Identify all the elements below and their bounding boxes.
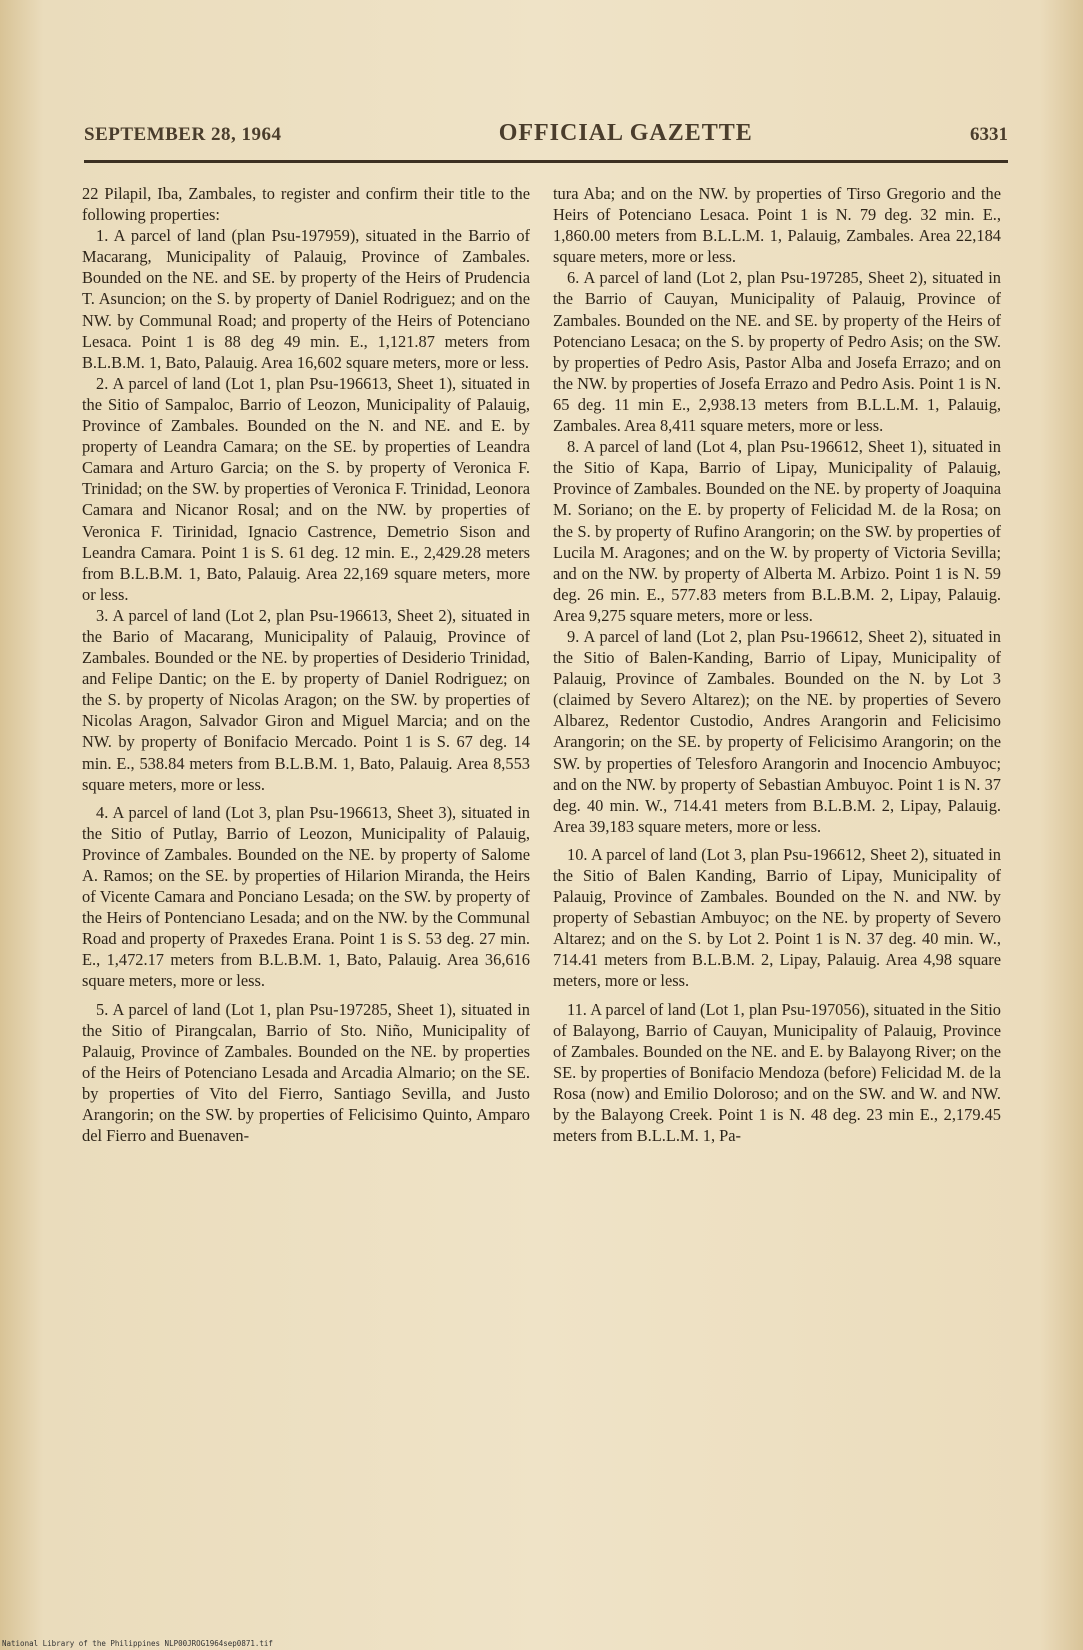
parcel-1-paragraph: 1. A parcel of land (plan Psu-197959), situated in the Barrio of Macarang, Municipality of Palauig, Province of Zambales. Bounded on the NE. and SE. by property of the Heirs of Prudencia T. Asuncion; on the S. by property of Daniel Rodriguez; and on the NW. by Communal Road; and property of the Heirs of Potenciano Lesaca. Point 1 is 88 deg 49 min. E., 1,121.87 meters from B.L.B.M. 1, Bato, Palauig. Area 16,602 square meters, more or less.	[82, 226, 530, 372]
header-rule	[84, 160, 1008, 163]
right-column	[553, 183, 1001, 1146]
parcel-4-paragraph: 4. A parcel of land (Lot 3, plan Psu-196613, Sheet 3), situated in the Sitio of Putlay, Barrio of Leozon, Municipality of Palauig, Province of Zambales. Bounded on the NE. by property of Salome A. Ramos; on the SE. by properties of Hilarion Miranda, the Heirs of Vicente Camara and Ponciano Lesada; on the SW. by property of the Heirs of Pontenciano Lesada; and on the NW. by the Communal Road and property of Praxedes Erana. Point 1 is S. 53 deg. 27 min. E., 1,472.17 meters from B.L.B.M. 1, Bato, Palauig. Area 36,616 square meters, more or less.	[82, 802, 530, 991]
left-column	[82, 183, 530, 1146]
parcel-8-paragraph: 8. A parcel of land (Lot 4, plan Psu-196612, Sheet 1), situated in the Sitio of Kapa, Barrio of Lipay, Municipality of Palauig, Province of Zambales. Bounded on the NE. by property of Joaquina M. Soriano; on the E. by property of Felicidad M. de la Rosa; on the S. by property of Rufino Arangorin; on the SW. by properties of Lucila M. Aragones; and on the W. by property of Victoria Sevilla; and on the NW. by property of Alberta M. Arbizo. Point 1 is N. 59 deg. 26 min. E., 577.83 meters from B.L.B.M. 2, Lipay, Palauig. Area 9,275 square meters, more or less.	[553, 437, 1001, 625]
header-title: OFFICIAL GAZETTE	[498, 120, 753, 146]
header-page-number: 6331	[969, 124, 1008, 145]
parcel-3-paragraph: 3. A parcel of land (Lot 2, plan Psu-196613, Sheet 2), situated in the Bario of Macarang, Municipality of Palauig, Province of Zambales. Bounded or the NE. by properties of Desiderio Trinidad, and Felipe Dantic; on the E. by property of Daniel Rodriguez; on the S. by property of Nicolas Aragon; on the SW. by properties of Nicolas Aragon, Salvador Giron and Miguel Marcia; and on the NW. by property of Bonifacio Mercado. Point 1 is S. 67 deg. 14 min. E., 538.84 meters from B.L.B.M. 1, Bato, Palauig. Area 8,553 square meters, more or less.	[82, 605, 530, 794]
page-header	[84, 120, 1008, 152]
scan-footer-label: National Library of the Philippines NLP00JROG1964sep0871.tif	[2, 1639, 273, 1648]
parcel-2-paragraph: 2. A parcel of land (Lot 1, plan Psu-196613, Sheet 1), situated in the Sitio of Sampaloc, Barrio of Leozon, Municipality of Palauig, Province of Zambales. Bounded on the N. and NE. and E. by property of Leandra Camara; on the SE. by properties of Leandra Camara and Arturo Garcia; on the S. by property of Veronica F. Trinidad; on the SW. by properties of Veronica F. Trinidad, Leonora Camara and Nicanor Rosal; and on the NW. by properties of Veronica F. Tirinidad, Ignacio Castrence, Demetrio Sison and Leandra Camara. Point 1 is S. 61 deg. 12 min. E., 2,429.28 meters from B.L.B.M. 1, Bato, Palauig. Area 22,169 square meters, more or less.	[82, 373, 530, 604]
parcel-9-paragraph: 9. A parcel of land (Lot 2, plan Psu-196612, Sheet 2), situated in the Sitio of Balen-Kanding, Barrio of Lipay, Municipality of Palauig, Province of Zambales. Bounded on the N. by Lot 3 (claimed by Severo Altarez); on the NE. by properties of Severo Albarez, Redentor Custodio, Andres Arangorin and Felicisimo Arangorin; on the SE. by property of Felicisimo Arangorin; on the SW. by properties of Telesforo Arangorin and Inocencio Ambuyoc; and on the NW. by property of Sebastian Ambuyoc. Point 1 is N. 37 deg. 40 min. W., 714.41 meters from B.L.B.M. 2, Lipay, Palauig. Area 39,183 square meters, more or less.	[553, 626, 1001, 836]
parcel-11-paragraph: 11. A parcel of land (Lot 1, plan Psu-197056), situated in the Sitio of Balayong, Barrio of Cauyan, Municipality of Palauig, Province of Zambales. Bounded on the NE. and E. by Balayong River; on the SE. by properties of Bonifacio Mendoza (before) Felicidad M. de la Rosa (now) and Emilio Doloroso; and on the SW. and W. and NW. by the Balayong Creek. Point 1 is N. 48 deg. 23 min E., 2,179.45 meters from B.L.L.M. 1, Pa-	[553, 999, 1001, 1146]
parcel-5-paragraph: 5. A parcel of land (Lot 1, plan Psu-197285, Sheet 1), situated in the Sitio of Pirangcalan, Barrio of Sto. Niño, Municipality of Palauig, Province of Zambales. Bounded on the NE. by properties of the Heirs of Potenciano Lesada and Arcadia Almario; on the SE. by properties of Vito del Fierro, Santiago Sevilla, and Justo Arangorin; on the SW. by properties of Felicisimo Quinto, Amparo del Fierro and Buenaven-	[82, 999, 530, 1146]
header-date: SEPTEMBER 28, 1964	[84, 124, 282, 145]
parcel-5-continued: tura Aba; and on the NW. by properties of Tirso Gregorio and the Heirs of Potenciano Lesaca. Point 1 is N. 79 deg. 32 min. E., 1,860.00 meters from B.L.L.M. 1, Palauig, Zambales. Area 22,184 square meters, more or less.	[553, 184, 1001, 267]
intro-paragraph: 22 Pilapil, Iba, Zambales, to register and confirm their title to the following properties:	[82, 184, 530, 225]
parcel-6-paragraph: 6. A parcel of land (Lot 2, plan Psu-197285, Sheet 2), situated in the Barrio of Cauyan, Municipality of Palauig, Province of Zambales. Bounded on the NE. and SE. by property of the Heirs of Potenciano Lesaca; on the S. by property of Pedro Asis; on the SW. by properties of Pedro Asis, Pastor Alba and Josefa Errazo; and on the NW. by properties of Josefa Errazo and Pedro Asis. Point 1 is N. 65 deg. 11 min E., 2,938.13 meters from B.L.L.M. 1, Palauig, Zambales. Area 8,411 square meters, more or less.	[553, 268, 1001, 436]
parcel-10-paragraph: 10. A parcel of land (Lot 3, plan Psu-196612, Sheet 2), situated in the Sitio of Balen Kanding, Barrio of Lipay, Municipality of Palauig, Province of Zambales. Bounded on the N. and NW. by property of Sebastian Ambuyoc; on the NE. by property of Severo Altarez; and on the S. by Lot 2. Point 1 is N. 37 deg. 40 min. W., 714.41 meters from B.L.B.M. 2, Lipay, Palauig. Area 4,98 square meters, more or less.	[553, 844, 1001, 991]
